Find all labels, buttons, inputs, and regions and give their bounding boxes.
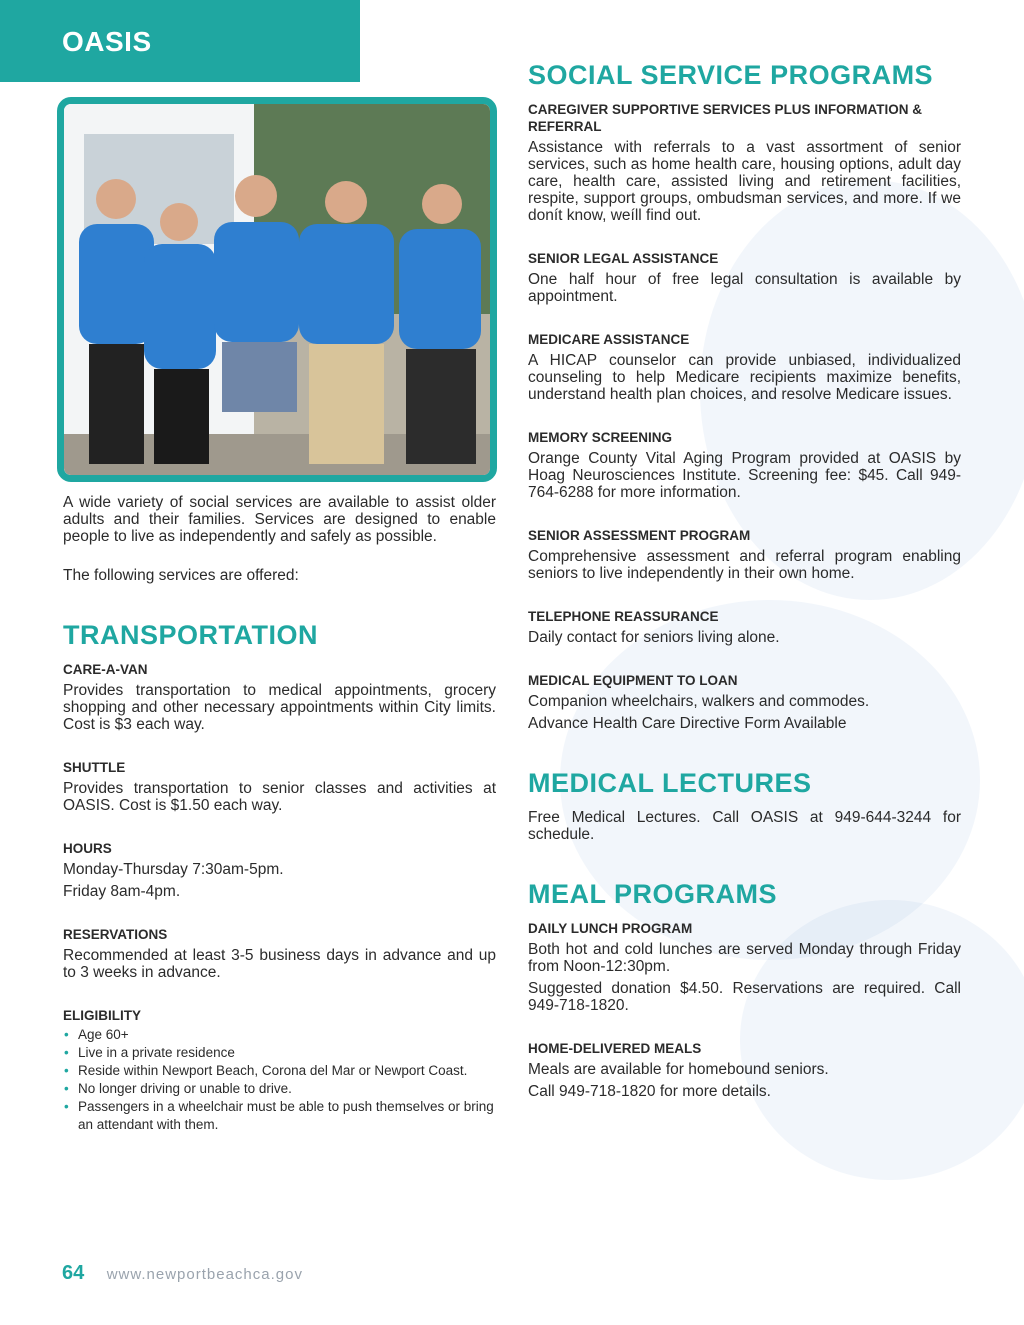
right-column bbox=[528, 60, 961, 1100]
caregiver-text: Assistance with referrals to a vast assortment of senior services, such as home health care, housing options, adult day care, health care, assisted living and retirement facilities, respite, support groups, ombudsman services, and more. If we donít know, weíll find out. bbox=[528, 139, 961, 224]
website-link[interactable]: www.newportbeachca.gov bbox=[106, 1266, 303, 1283]
staff-photo bbox=[57, 97, 497, 482]
list-item: • No longer driving or unable to drive. bbox=[63, 1080, 496, 1098]
hours-heading: HOURS bbox=[63, 841, 112, 856]
reservations-heading: RESERVATIONS bbox=[63, 927, 168, 942]
telephone-text: Daily contact for seniors living alone. bbox=[528, 629, 780, 646]
page-number: 64 bbox=[62, 1262, 85, 1284]
lunch-text: Both hot and cold lunches are served Monday through Friday from Noon-12:30pm. bbox=[528, 941, 961, 975]
meal-programs-title: MEAL PROGRAMS bbox=[528, 879, 778, 909]
lunch-donation: Suggested donation $4.50. Reservations are required. Call 949-718-1820. bbox=[528, 980, 961, 1014]
hours-weekday: Monday-Thursday 7:30am-5pm. bbox=[63, 861, 284, 878]
list-item: • Passengers in a wheelchair must be able to push themselves or bring an attendant with them. bbox=[63, 1098, 496, 1134]
medical-lectures-title: MEDICAL LECTURES bbox=[528, 768, 812, 798]
directive-text: Advance Health Care Directive Form Available bbox=[528, 715, 847, 732]
medicare-heading: MEDICARE ASSISTANCE bbox=[528, 332, 690, 347]
memory-heading: MEMORY SCREENING bbox=[528, 430, 673, 445]
eligibility-list bbox=[63, 1026, 496, 1134]
list-item: • Age 60+ bbox=[63, 1026, 496, 1044]
home-meals-call: Call 949-718-1820 for more details. bbox=[528, 1083, 771, 1100]
list-item: • Reside within Newport Beach, Corona del Mar or Newport Coast. bbox=[63, 1062, 496, 1080]
assessment-heading: SENIOR ASSESSMENT PROGRAM bbox=[528, 528, 751, 543]
page-title: OASIS bbox=[62, 26, 152, 57]
care-a-van-heading: CARE-A-VAN bbox=[63, 662, 148, 677]
equipment-heading: MEDICAL EQUIPMENT TO LOAN bbox=[528, 673, 738, 688]
care-a-van-text: Provides transportation to medical appointments, grocery shopping and other necessary appointments within City limits. Cost is $3 each way. bbox=[63, 682, 496, 733]
transportation-title: TRANSPORTATION bbox=[63, 620, 318, 650]
shuttle-heading: SHUTTLE bbox=[63, 760, 126, 775]
legal-heading: SENIOR LEGAL ASSISTANCE bbox=[528, 251, 719, 266]
group-photo-image bbox=[64, 104, 490, 475]
equipment-text: Companion wheelchairs, walkers and commodes. bbox=[528, 693, 870, 710]
home-meals-text: Meals are available for homebound seniors. bbox=[528, 1061, 829, 1078]
intro-paragraph: A wide variety of social services are available to assist older adults and their families. Services are designed to enable people to live as independently and safely as possible. bbox=[63, 494, 496, 545]
lectures-text: Free Medical Lectures. Call OASIS at 949-644-3244 for schedule. bbox=[528, 809, 961, 843]
left-column bbox=[63, 494, 496, 1134]
hours-friday: Friday 8am-4pm. bbox=[63, 883, 181, 900]
memory-text: Orange County Vital Aging Program provided at OASIS by Hoag Neurosciences Institute. Screening fee: $45. Call 949-764-6288 for more information. bbox=[528, 450, 961, 501]
caregiver-heading: CAREGIVER SUPPORTIVE SERVICES PLUS INFORMATION & REFERRAL bbox=[528, 102, 923, 134]
reservations-text: Recommended at least 3-5 business days in advance and up to 3 weeks in advance. bbox=[63, 947, 496, 981]
medicare-text: A HICAP counselor can provide unbiased, individualized counseling to help Medicare recipients maximize benefits, understand health plan choices, and resolve Medicare issues. bbox=[528, 352, 961, 403]
telephone-heading: TELEPHONE REASSURANCE bbox=[528, 609, 719, 624]
home-meals-heading: HOME-DELIVERED MEALS bbox=[528, 1041, 702, 1056]
assessment-text: Comprehensive assessment and referral program enabling seniors to live independently in their own home. bbox=[528, 548, 961, 582]
footer bbox=[62, 1262, 303, 1285]
legal-text: One half hour of free legal consultation is available by appointment. bbox=[528, 271, 961, 305]
eligibility-heading: ELIGIBILITY bbox=[63, 1008, 142, 1023]
shuttle-text: Provides transportation to senior classes and activities at OASIS. Cost is $1.50 each way. bbox=[63, 780, 496, 814]
list-item: • Live in a private residence bbox=[63, 1044, 496, 1062]
header-band bbox=[0, 0, 360, 82]
lunch-heading: DAILY LUNCH PROGRAM bbox=[528, 921, 693, 936]
intro-lead: The following services are offered: bbox=[63, 567, 299, 584]
social-services-title: SOCIAL SERVICE PROGRAMS bbox=[528, 60, 934, 90]
